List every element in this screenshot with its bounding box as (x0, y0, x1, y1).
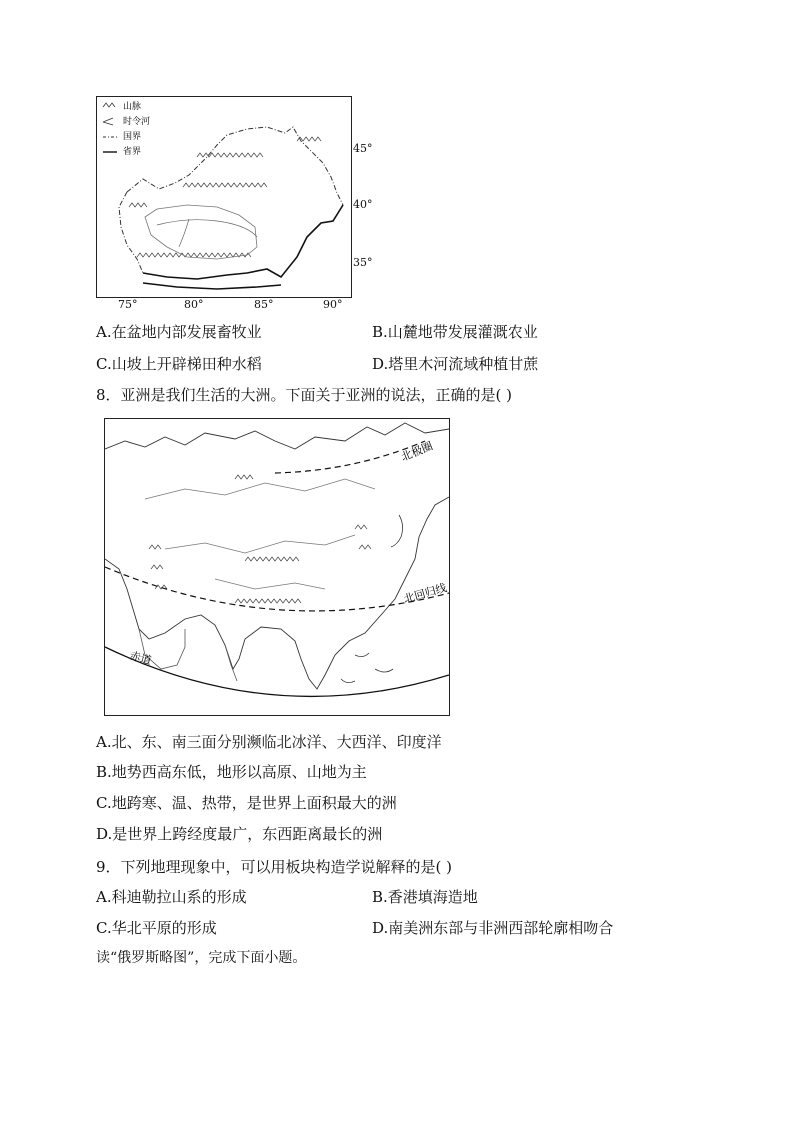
q8-option-d: D.是世界上跨经度最广，东西距离最长的洲 (96, 825, 383, 843)
q7-option-c: C.山坡上开辟梯田种水稻 (96, 355, 262, 373)
legend-river: 时令河 (123, 117, 151, 127)
q8-stem: 8．亚洲是我们生活的大洲。下面关于亚洲的说法，正确的是( ) (96, 386, 513, 404)
lon-label-90: 90° (323, 298, 343, 311)
lon-label-85: 85° (254, 298, 274, 311)
asia-map-drawing (105, 419, 449, 715)
q9-stem: 9．下列地理现象中，可以用板块构造学说解释的是( ) (96, 858, 453, 876)
lon-label-80: 80° (184, 298, 204, 311)
q9-option-a: A.科迪勒拉山系的形成 (96, 888, 247, 906)
legend-mountain: 山脉 (123, 102, 142, 112)
xinjiang-map-drawing (97, 97, 351, 297)
instruction-text: 读“俄罗斯略图”，完成下面小题。 (96, 950, 307, 966)
q9-option-c: C.华北平原的形成 (96, 919, 217, 937)
equator-label: 赤道 (128, 649, 153, 668)
q7-option-b: B.山麓地带发展灌溉农业 (372, 323, 538, 341)
q7-option-d: D.塔里木河流域种植甘蔗 (372, 355, 539, 373)
asia-map (104, 418, 450, 716)
arctic-circle-label: 北极圈 (399, 439, 435, 464)
lat-label-40: 40° (353, 198, 373, 211)
q8-option-b: B.地势西高东低，地形以高原、山地为主 (96, 763, 367, 781)
lon-label-75: 75° (118, 298, 138, 311)
legend-national-border: 国界 (123, 132, 142, 142)
q8-option-c: C.地跨寒、温、热带，是世界上面积最大的洲 (96, 794, 397, 812)
legend-provincial-border: 省界 (123, 147, 142, 157)
xinjiang-map (96, 96, 352, 298)
tropic-cancer-label: 北回归线 (402, 581, 449, 606)
lat-label-35: 35° (353, 256, 373, 269)
q9-option-d: D.南美洲东部与非洲西部轮廓相吻合 (372, 919, 614, 937)
q9-option-b: B.香港填海造地 (372, 888, 478, 906)
q7-option-a: A.在盆地内部发展畜牧业 (96, 323, 262, 341)
lat-label-45: 45° (353, 142, 373, 155)
map-legend (103, 100, 150, 157)
q8-option-a: A.北、东、南三面分别濒临北冰洋、大西洋、印度洋 (96, 733, 442, 751)
